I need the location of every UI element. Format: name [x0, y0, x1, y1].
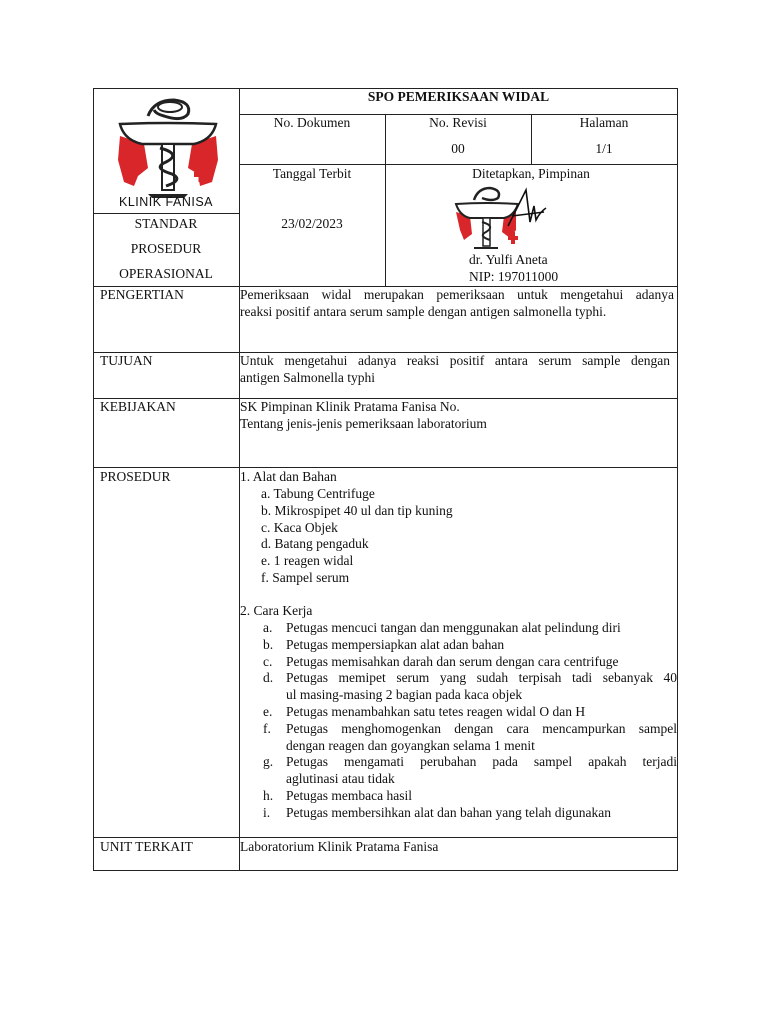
standar-label: STANDAR: [134, 216, 198, 231]
cara-kerja-item: Petugas mempersiapkan alat adan bahan: [286, 636, 505, 652]
no-revisi-label: No. Revisi: [429, 115, 487, 130]
tujuan-text: Untuk mengetahui adanya reaksi positif antara serum sample dengan: [240, 353, 670, 368]
cara-kerja-marker: a.: [263, 620, 273, 635]
kebijakan-label: KEBIJAKAN: [100, 399, 176, 414]
cara-kerja-item: Petugas mengamati perubahan pada sampel apakah terjadi: [286, 754, 677, 770]
alat-bahan-item: a. Tabung Centrifuge: [261, 486, 375, 501]
cara-kerja-item: Petugas mencuci tangan dan menggunakan alat pelindung diri: [286, 620, 621, 635]
no-revisi-value: 00: [451, 141, 465, 156]
document-title: SPO PEMERIKSAAN WIDAL: [367, 89, 550, 104]
kebijakan-text: Tentang jenis-jenis pemeriksaan laboratorium: [240, 416, 487, 431]
prosedur-label: PROSEDUR: [100, 469, 171, 484]
signature-icon: [452, 186, 548, 254]
unit-terkait-text: Laboratorium Klinik Pratama Fanisa: [240, 839, 439, 854]
signature-stamp: [452, 186, 548, 254]
signer-name: dr. Yulfi Aneta: [469, 252, 548, 267]
cara-kerja-item: Petugas membersihkan alat dan bahan yang telah digunakan: [286, 804, 612, 820]
cara-kerja-item: dengan reagen dan goyangkan selama 1 menit: [286, 737, 535, 753]
unit-terkait-label: UNIT TERKAIT: [100, 839, 193, 854]
cara-kerja-marker: c.: [263, 653, 273, 669]
cara-kerja-item: Petugas menambahkan satu tetes reagen widal O dan H: [286, 704, 586, 719]
cara-kerja-item: Petugas membaca hasil: [286, 788, 412, 803]
tanggal-terbit-value: 23/02/2023: [281, 216, 343, 231]
operasional-label: OPERASIONAL: [119, 266, 213, 281]
pengertian-label: PENGERTIAN: [100, 287, 184, 302]
alat-bahan-heading: 1. Alat dan Bahan: [240, 469, 337, 484]
cara-kerja-marker: g.: [263, 754, 274, 770]
table-border-bottom: [93, 870, 678, 871]
cara-kerja-marker: d.: [263, 670, 274, 686]
alat-bahan-item: e. 1 reagen widal: [261, 553, 354, 569]
alat-bahan-item: b. Mikrospipet 40 ul dan tip kuning: [261, 502, 453, 518]
tujuan-label: TUJUAN: [100, 353, 153, 368]
table-border-right: [677, 88, 678, 871]
cara-kerja-marker: e.: [263, 704, 273, 719]
signer-nip: NIP: 197011000: [469, 269, 559, 284]
halaman-value: 1/1: [595, 141, 613, 156]
logo-text: KLINIK FANISA: [118, 195, 214, 209]
cara-kerja-marker: h.: [263, 788, 274, 803]
tanggal-terbit-label: Tanggal Terbit: [272, 166, 352, 181]
cara-kerja-item: ul masing-masing 2 bagian pada kaca objek: [286, 687, 523, 703]
table-line: [93, 213, 239, 214]
cara-kerja-marker: b.: [263, 636, 274, 652]
halaman-label: Halaman: [579, 115, 629, 130]
cara-kerja-marker: f.: [263, 720, 271, 736]
alat-bahan-item: f. Sampel serum: [261, 570, 350, 585]
cara-kerja-item: aglutinasi atau tidak: [286, 771, 395, 787]
pengertian-text: reaksi positif antara serum sample dengan antigen salmonella typhi.: [240, 304, 607, 319]
table-line: [93, 467, 678, 468]
alat-bahan-item: c. Kaca Objek: [261, 519, 338, 535]
cara-kerja-item: Petugas memisahkan darah dan serum dengan cara centrifuge: [286, 653, 619, 669]
cara-kerja-marker: i.: [263, 804, 271, 820]
table-line: [385, 114, 386, 287]
cara-kerja-heading: 2. Cara Kerja: [240, 603, 313, 618]
cara-kerja-item: Petugas memipet serum yang sudah terpisah tadi sebanyak 40: [286, 670, 677, 686]
prosedur-label: PROSEDUR: [130, 241, 202, 256]
table-line: [93, 837, 678, 838]
table-line: [239, 164, 678, 165]
alat-bahan-item: d. Batang pengaduk: [261, 536, 369, 552]
tujuan-text: antigen Salmonella typhi: [240, 370, 375, 385]
ditetapkan-label: Ditetapkan, Pimpinan: [472, 166, 590, 181]
no-dokumen-label: No. Dokumen: [273, 115, 351, 130]
kebijakan-text: SK Pimpinan Klinik Pratama Fanisa No.: [240, 399, 460, 414]
pengertian-text: Pemeriksaan widal merupakan pemeriksaan untuk mengetahui adanya: [240, 287, 674, 302]
cara-kerja-item: Petugas menghomogenkan dengan cara mencampurkan sampel: [286, 720, 677, 736]
